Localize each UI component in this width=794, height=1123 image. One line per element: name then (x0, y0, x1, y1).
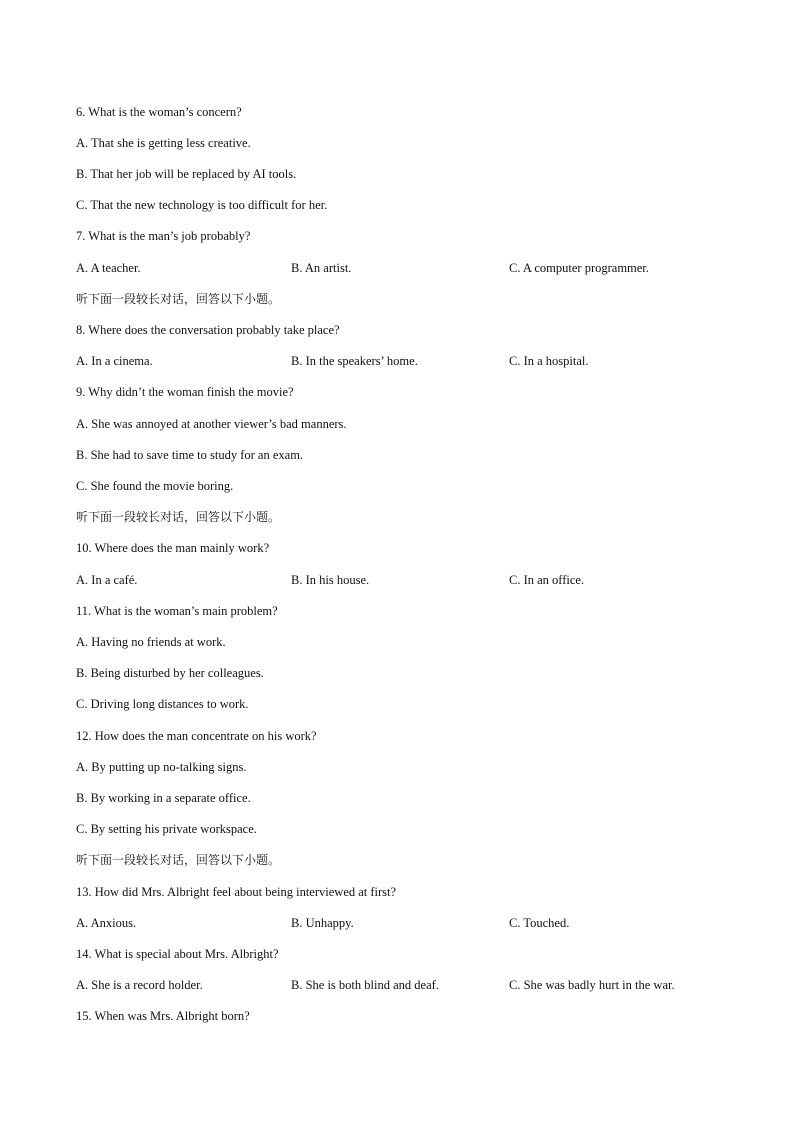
question-9-option-c: C. She found the movie boring. (76, 479, 234, 493)
question-10-stem: 10. Where does the man mainly work? (76, 541, 270, 555)
question-13-stem: 13. How did Mrs. Albright feel about being interviewed at first? (76, 885, 397, 899)
question-11-option-c: C. Driving long distances to work. (76, 697, 249, 711)
question-14-option-b: B. She is both blind and deaf. (291, 978, 439, 992)
question-10-option-c: C. In an office. (509, 573, 585, 587)
question-6-option-a: A. That she is getting less creative. (76, 136, 251, 150)
question-14-stem: 14. What is special about Mrs. Albright? (76, 947, 279, 961)
question-8-option-a: A. In a cinema. (76, 354, 153, 368)
question-15-stem: 15. When was Mrs. Albright born? (76, 1009, 250, 1023)
question-7-stem: 7. What is the man’s job probably? (76, 229, 251, 243)
question-12-stem: 12. How does the man concentrate on his work? (76, 729, 317, 743)
question-8-option-c: C. In a hospital. (509, 354, 589, 368)
question-10-option-a: A. In a café. (76, 573, 138, 587)
question-7-option-c: C. A computer programmer. (509, 261, 649, 275)
question-13-option-c: C. Touched. (509, 916, 570, 930)
question-14-option-a: A. She is a record holder. (76, 978, 203, 992)
question-12-option-c: C. By setting his private workspace. (76, 822, 257, 836)
question-9-stem: 9. Why didn’t the woman finish the movie? (76, 385, 294, 399)
question-11-option-b: B. Being disturbed by her colleagues. (76, 666, 264, 680)
question-14-option-c: C. She was badly hurt in the war. (509, 978, 675, 992)
question-6-option-b: B. That her job will be replaced by AI tools. (76, 167, 297, 181)
section-instruction: 听下面一段较长对话，回答以下小题。 (76, 853, 281, 867)
question-6-stem: 6. What is the woman’s concern? (76, 105, 242, 119)
section-instruction: 听下面一段较长对话，回答以下小题。 (76, 292, 281, 306)
question-10-option-b: B. In his house. (291, 573, 370, 587)
question-11-stem: 11. What is the woman’s main problem? (76, 604, 278, 618)
question-7-option-a: A. A teacher. (76, 261, 141, 275)
question-11-option-a: A. Having no friends at work. (76, 635, 226, 649)
question-12-option-b: B. By working in a separate office. (76, 791, 251, 805)
question-6-option-c: C. That the new technology is too difficult for her. (76, 198, 328, 212)
question-13-option-b: B. Unhappy. (291, 916, 354, 930)
question-8-option-b: B. In the speakers’ home. (291, 354, 418, 368)
question-13-option-a: A. Anxious. (76, 916, 137, 930)
question-9-option-b: B. She had to save time to study for an exam. (76, 448, 304, 462)
section-instruction: 听下面一段较长对话，回答以下小题。 (76, 510, 281, 524)
question-9-option-a: A. She was annoyed at another viewer’s bad manners. (76, 417, 347, 431)
question-12-option-a: A. By putting up no-talking signs. (76, 760, 247, 774)
question-8-stem: 8. Where does the conversation probably take place? (76, 323, 340, 337)
question-7-option-b: B. An artist. (291, 261, 352, 275)
